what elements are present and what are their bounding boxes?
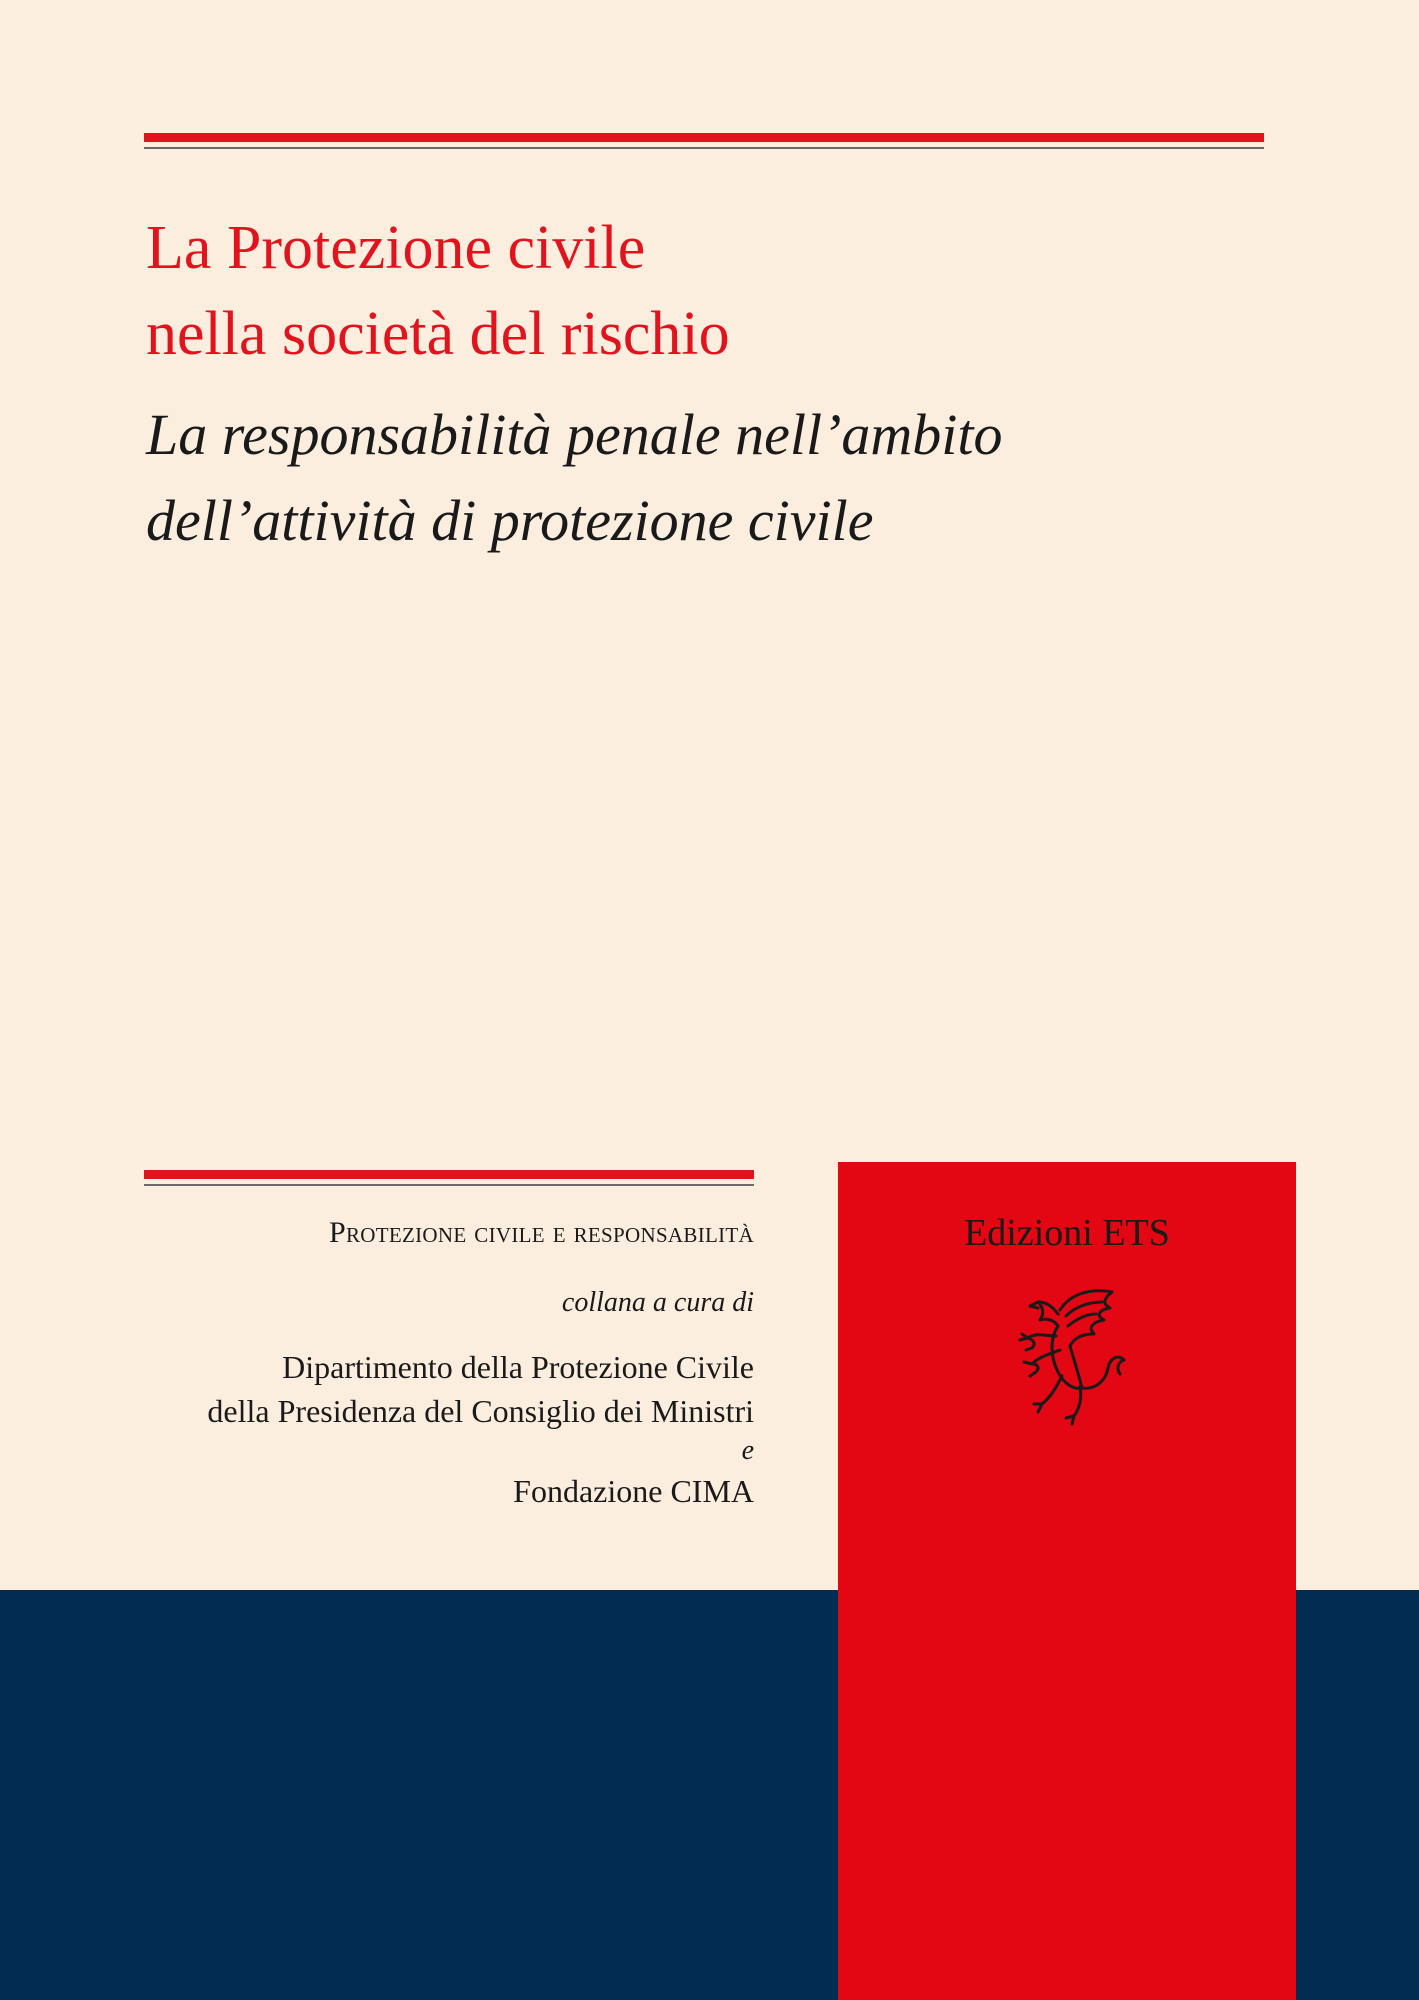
book-subtitle: [146, 392, 1266, 564]
series-name: Protezione civile e responsabilità: [328, 1216, 754, 1249]
curated-by-label: collana a cura di: [561, 1287, 754, 1318]
book-title: [146, 205, 1246, 377]
publisher-name: Edizioni ETS: [964, 1212, 1170, 1254]
series-rule-red: [144, 1170, 754, 1179]
series-block: [100, 1205, 754, 1513]
book-title-line-1: La Protezione civile: [146, 214, 646, 282]
curator-line-1: Dipartimento della Protezione Civile: [282, 1349, 754, 1385]
griffin-icon: [1000, 1280, 1134, 1430]
series-rule-grey: [144, 1184, 754, 1186]
co-curator: Fondazione CIMA: [513, 1473, 754, 1509]
top-rule-grey: [144, 147, 1264, 149]
publisher-panel: [838, 1162, 1296, 2000]
book-subtitle-line-2: dell’attività di protezione civile: [146, 488, 874, 553]
top-rule-red: [144, 133, 1264, 142]
curator-line-2: della Presidenza del Consiglio dei Ministri: [207, 1393, 754, 1429]
book-title-line-2: nella società del rischio: [146, 300, 730, 368]
book-subtitle-line-1: La responsabilità penale nell’ambito: [146, 402, 1003, 467]
conjunction: e: [741, 1435, 754, 1466]
